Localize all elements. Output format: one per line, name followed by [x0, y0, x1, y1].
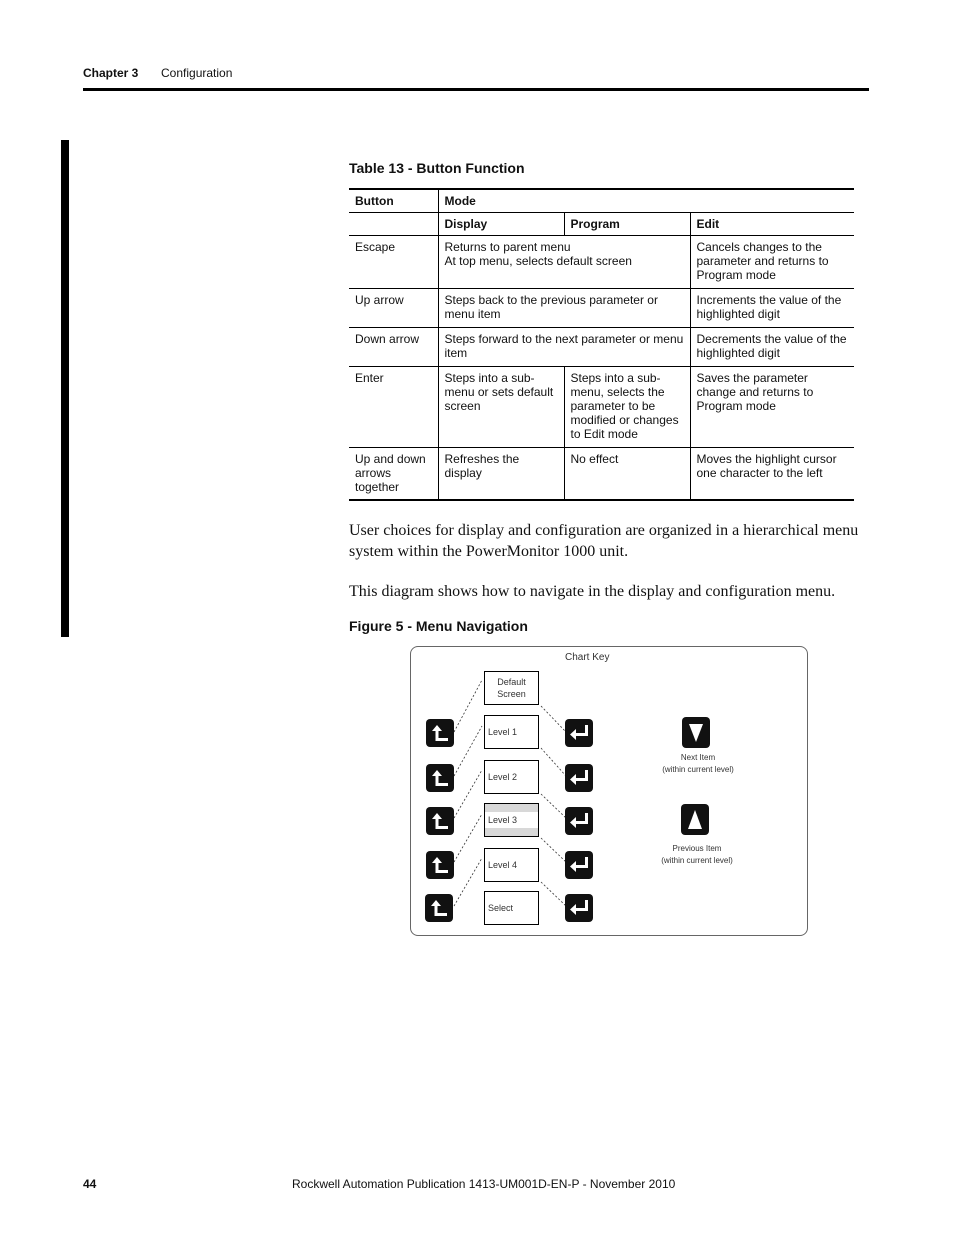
header-edit: Edit [690, 213, 854, 236]
section-title: Configuration [161, 66, 233, 80]
level-4-box: Level 4 [484, 848, 539, 882]
escape-key-icon [426, 719, 454, 747]
table-caption: Table 13 - Button Function [349, 160, 525, 176]
previous-item-sub: (within current level) [661, 856, 733, 865]
table-row [349, 236, 854, 289]
header-display: Display [438, 213, 564, 236]
escape-key-icon [426, 764, 454, 792]
cell-button: Up and down arrows together [349, 448, 438, 500]
up-arrow-key-icon [681, 804, 709, 835]
table-row [349, 448, 854, 500]
paragraph-diagram-intro: This diagram shows how to navigate in the display and configuration menu. [349, 583, 836, 600]
figure-caption: Figure 5 - Menu Navigation [349, 618, 528, 634]
cell-display: Refreshes the display [438, 448, 564, 500]
escape-key-icon [426, 851, 454, 879]
down-arrow-key-icon [682, 717, 710, 748]
escape-key-icon [426, 807, 454, 835]
default-screen-box: Default Screen [484, 671, 539, 705]
cell-edit: Decrements the value of the highlighted digit [690, 328, 854, 367]
cell-edit: Increments the value of the highlighted digit [690, 289, 854, 328]
cell-display-program: Steps back to the previous parameter or menu item [438, 289, 690, 328]
enter-key-icon [565, 719, 593, 747]
enter-key-icon [565, 807, 593, 835]
next-item-sub: (within current level) [662, 765, 734, 774]
cell-button: Enter [349, 367, 438, 448]
cell-button: Up arrow [349, 289, 438, 328]
next-item-text: Next Item [680, 753, 716, 762]
cell-display-program: Steps forward to the next parameter or menu item [438, 328, 690, 367]
chart-key-label: Chart Key [565, 652, 610, 663]
connector-lines [410, 646, 806, 934]
chapter-label: Chapter 3 [83, 66, 139, 80]
enter-key-icon [565, 764, 593, 792]
level-3-box: Level 3 [484, 803, 539, 837]
enter-key-icon [565, 851, 593, 879]
enter-key-icon [565, 894, 593, 922]
escape-key-icon [425, 894, 453, 922]
cell-button: Down arrow [349, 328, 438, 367]
page-number: 44 [83, 1177, 97, 1191]
next-item-label [648, 752, 748, 776]
cell-program: No effect [564, 448, 690, 500]
table-row [349, 328, 854, 367]
table-row [349, 367, 854, 448]
cell-display: Steps into a sub-menu or sets default screen [438, 367, 564, 448]
button-function-table [349, 188, 854, 501]
level-2-box: Level 2 [484, 760, 539, 794]
change-bar [61, 140, 69, 637]
previous-item-label [647, 843, 747, 867]
select-box: Select [484, 891, 539, 925]
cell-edit: Cancels changes to the parameter and returns to Program mode [690, 236, 854, 289]
level-1-box: Level 1 [484, 715, 539, 749]
header-program: Program [564, 213, 690, 236]
table-row [349, 289, 854, 328]
publication-footer: Rockwell Automation Publication 1413-UM001D-EN-P - November 2010 [292, 1177, 676, 1191]
cell-button: Escape [349, 236, 438, 289]
cell-edit: Moves the highlight cursor one character to the left [690, 448, 854, 500]
header-button: Button [349, 189, 438, 213]
header-rule [83, 88, 869, 91]
paragraph-menu-system: User choices for display and configuration are organized in a hierarchical menu system within the PowerMonitor 1000 unit. [349, 522, 859, 560]
header-mode: Mode [438, 189, 854, 213]
cell-display-program: Returns to parent menu At top menu, selects default screen [438, 236, 690, 289]
cell-program: Steps into a sub-menu, selects the parameter to be modified or changes to Edit mode [564, 367, 690, 448]
cell-edit: Saves the parameter change and returns to Program mode [690, 367, 854, 448]
previous-item-text: Previous Item [672, 844, 722, 853]
